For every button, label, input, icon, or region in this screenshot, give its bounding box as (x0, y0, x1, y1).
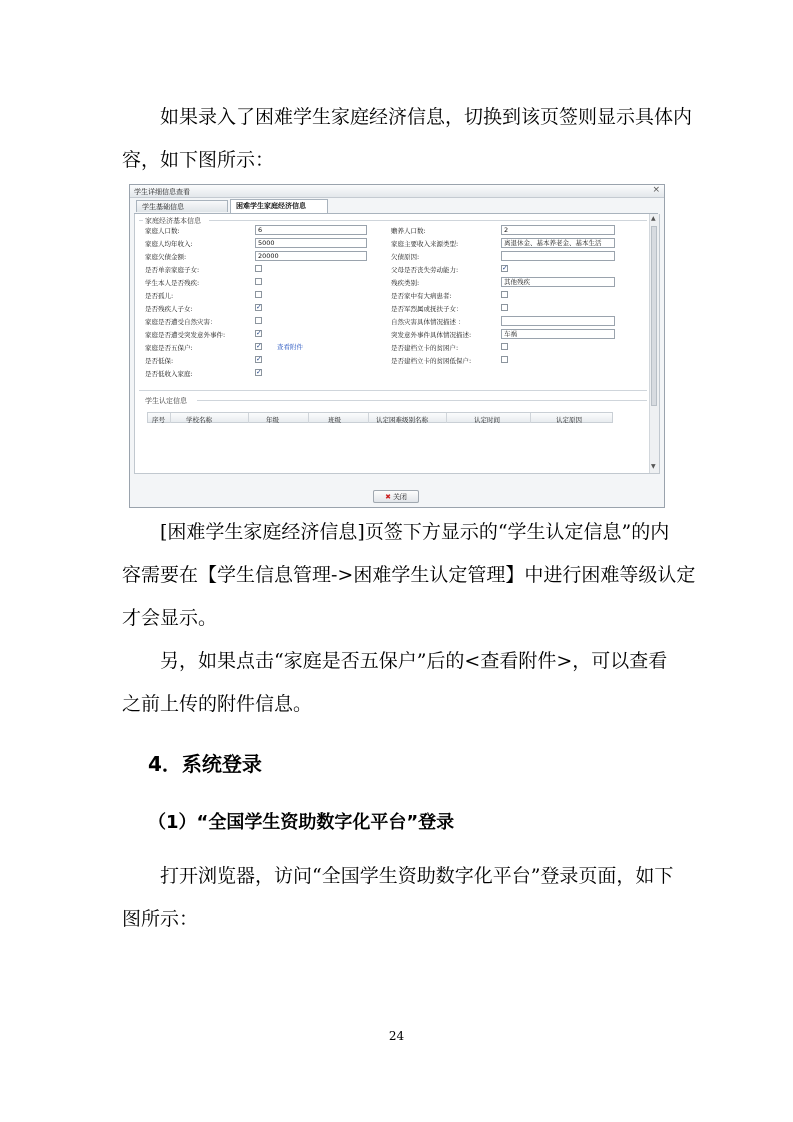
paragraph-line: 容需要在【学生信息管理->困难学生认定管理】中进行困难等级认定 (122, 564, 696, 586)
field-label: 家庭欠债金额: (145, 253, 187, 261)
field-label: 残疾类别: (391, 279, 420, 287)
sub-heading: （1）“全国学生资助数字化平台”登录 (148, 812, 455, 833)
scroll-down-icon[interactable]: ▼ (651, 463, 656, 470)
paragraph-line: 图所示： (122, 908, 199, 930)
column-header: 认定时间 (474, 416, 500, 424)
divider (139, 220, 143, 221)
field-label: 学生本人是否残疾: (145, 279, 200, 287)
field-label: 家庭是否遭受突发意外事件: (145, 331, 226, 339)
close-button[interactable] (373, 490, 419, 503)
field-label: 是否孤儿: (145, 292, 174, 300)
field-label: 是否残疾人子女: (145, 305, 193, 313)
section-heading: 4．系统登录 (148, 752, 262, 776)
tab-bar (134, 200, 658, 214)
field-label: 自然灾害具体情况描述 ： (391, 318, 465, 326)
debt-amount-input[interactable]: 20000 (255, 251, 367, 261)
field-label: 家庭人均年收入: (145, 240, 193, 248)
field-label: 是否军烈属或抚扶子女： (391, 305, 463, 313)
low-income-insurance-checkbox[interactable]: ✓ (256, 355, 262, 363)
column-header: 学校名称 (186, 416, 212, 424)
poverty-registered-checkbox[interactable] (501, 343, 508, 350)
field-label: 欠债原因: (391, 253, 420, 261)
field-label: 家庭是否五保户: (145, 344, 193, 352)
paragraph-line: 另，如果点击“家庭是否五保户”后的<查看附件>，可以查看 (160, 650, 668, 672)
debt-reason-input[interactable] (501, 251, 615, 261)
five-guarantee-checkbox[interactable]: ✓ (256, 342, 262, 350)
column-header: 认定困难级别名称 (376, 416, 428, 424)
tab-panel (134, 214, 660, 474)
divider (446, 413, 447, 423)
section-title-certification: 学生认定信息 (145, 397, 187, 405)
field-label: 是否建档立卡的贫困户: (391, 344, 459, 352)
accident-checkbox[interactable]: ✓ (256, 329, 262, 337)
tab-basic-info[interactable]: 学生基础信息 (136, 200, 228, 212)
paragraph-line: 容，如下图所示： (122, 149, 275, 171)
divider (170, 413, 171, 423)
household-size-input[interactable]: 6 (255, 225, 367, 235)
accident-description-input[interactable]: 车祸 (501, 329, 615, 339)
field-label: 家庭主要收入来源类型: (391, 240, 459, 248)
divider (248, 413, 249, 423)
income-source-input[interactable]: 离退休金、基本养老金、基本生活 (501, 238, 615, 248)
paragraph-line: 才会显示。 (122, 607, 218, 629)
student-detail-dialog (129, 184, 665, 508)
certification-table-header (147, 412, 613, 423)
vertical-scrollbar[interactable] (649, 214, 659, 473)
student-disabled-checkbox[interactable] (255, 278, 262, 285)
paragraph-line: 打开浏览器，访问“全国学生资助数字化平台”登录页面，如下 (160, 865, 674, 887)
field-label: 是否建档立卡的贫困低保户: (391, 357, 472, 365)
disabled-parent-checkbox[interactable]: ✓ (256, 303, 262, 311)
scroll-thumb[interactable] (651, 226, 657, 406)
column-header: 认定原因 (556, 416, 582, 424)
natural-disaster-checkbox[interactable] (255, 317, 262, 324)
paragraph-line: 如果录入了困难学生家庭经济信息，切换到该页签则显示具体内 (160, 106, 693, 128)
serious-illness-checkbox[interactable] (501, 291, 508, 298)
field-label: 是否家中有大病患者: (391, 292, 452, 300)
divider (308, 413, 309, 423)
dialog-title: 学生详细信息查看 (134, 188, 190, 196)
close-x-icon: ✖ (385, 493, 391, 501)
per-capita-income-input[interactable]: 5000 (255, 238, 367, 248)
disaster-description-input[interactable] (501, 316, 615, 326)
close-icon[interactable]: × (652, 185, 660, 195)
column-header: 序号 (152, 416, 165, 424)
poverty-low-insurance-checkbox[interactable] (501, 356, 508, 363)
low-income-family-checkbox[interactable]: ✓ (256, 368, 262, 376)
military-family-checkbox[interactable] (501, 304, 508, 311)
dialog-title-bar (130, 185, 664, 198)
field-label: 突发意外事件具体情况描述: (391, 331, 472, 339)
divider (209, 220, 647, 221)
page-number: 24 (388, 1029, 405, 1043)
divider (368, 413, 369, 423)
disability-type-input[interactable]: 其他残疾 (501, 277, 615, 287)
scroll-up-icon[interactable]: ▲ (651, 215, 656, 222)
column-header: 年级 (266, 416, 279, 424)
divider (197, 400, 647, 401)
field-label: 赡养人口数: (391, 227, 426, 235)
divider (139, 390, 647, 391)
field-label: 是否单亲家庭子女: (145, 266, 200, 274)
section-title-family: 家庭经济基本信息 (145, 217, 201, 225)
field-label: 是否低收入家庭: (145, 370, 193, 378)
tab-family-economic-info[interactable]: 困难学生家庭经济信息 (230, 199, 328, 213)
field-label: 是否低保: (145, 357, 174, 365)
dependents-input[interactable]: 2 (501, 225, 615, 235)
view-attachment-link[interactable]: 查看附件 (277, 343, 303, 351)
parents-unable-work-checkbox[interactable]: ✓ (502, 264, 508, 272)
paragraph-line: [困难学生家庭经济信息]页签下方显示的“学生认定信息”的内 (160, 521, 670, 543)
divider (530, 413, 531, 423)
single-parent-checkbox[interactable] (255, 265, 262, 272)
orphan-checkbox[interactable] (255, 291, 262, 298)
field-label: 家庭是否遭受自然灾害： (145, 318, 217, 326)
field-label: 父母是否丧失劳动能力: (391, 266, 459, 274)
field-label: 家庭人口数: (145, 227, 180, 235)
column-header: 班级 (328, 416, 341, 424)
paragraph-line: 之前上传的附件信息。 (122, 693, 313, 715)
close-button-label: 关闭 (392, 493, 407, 501)
